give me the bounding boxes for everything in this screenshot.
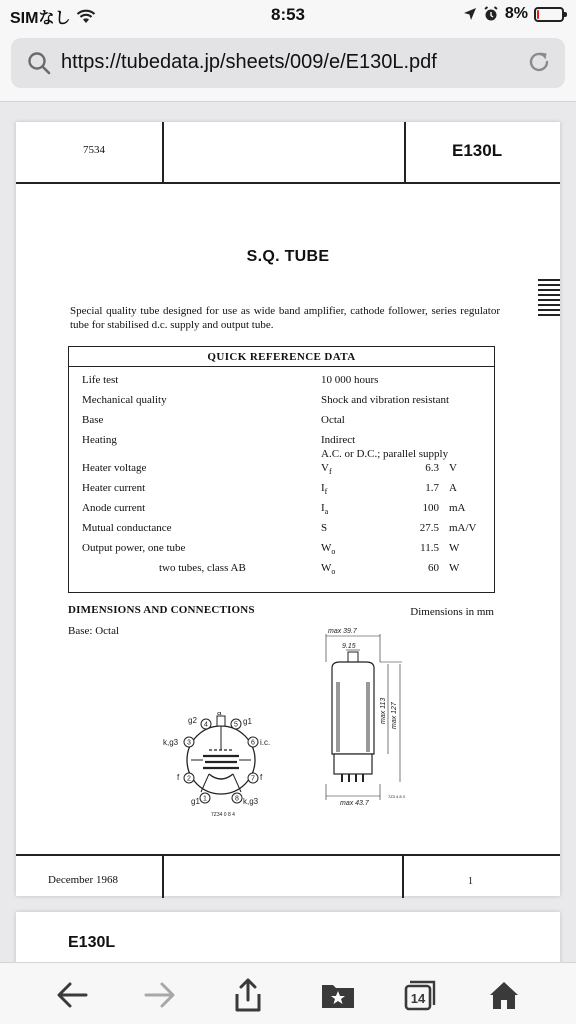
header-divider: [162, 122, 164, 182]
back-button[interactable]: [54, 977, 90, 1013]
row-number: 1.7: [425, 482, 439, 494]
pin-number: 1: [203, 795, 207, 803]
symbol: V: [321, 462, 329, 474]
row-label: Heating: [82, 434, 117, 446]
row-value: Octal: [321, 414, 345, 426]
row-label: Anode current: [82, 502, 146, 514]
row-number: 27.5: [419, 522, 439, 534]
row-symbol: [321, 481, 327, 499]
row-number: 100: [422, 502, 439, 514]
search-icon: [27, 51, 51, 75]
pin-number: 5: [234, 721, 238, 729]
row-label: Output power, one tube: [82, 542, 186, 554]
tube-type: E130L: [452, 141, 503, 160]
row-label: Life test: [82, 374, 119, 386]
base-connection-diagram: [161, 712, 291, 824]
status-right: [463, 5, 564, 23]
table-title: QUICK REFERENCE DATA: [69, 347, 494, 367]
row-value: Shock and vibration resistant: [321, 394, 450, 406]
dimension-label: 9.15: [342, 643, 356, 650]
bookmarks-icon: [321, 981, 355, 1009]
battery-icon: [534, 7, 564, 22]
pin-number: 8: [235, 795, 239, 803]
location-icon: [463, 7, 477, 21]
row-label: Mutual conductance: [82, 522, 172, 534]
symbol: I: [321, 482, 325, 494]
symbol-subscript: a: [324, 507, 329, 517]
footer-divider: [402, 854, 404, 898]
forward-icon: [144, 981, 176, 1009]
row-label: Mechanical quality: [82, 394, 167, 406]
header-divider: [404, 122, 406, 182]
issue-date: December 1968: [48, 874, 118, 886]
bookmarks-button[interactable]: [320, 977, 356, 1013]
pin-label: i.c.: [260, 738, 271, 747]
row-unit: W: [449, 542, 460, 554]
row-unit: W: [449, 562, 460, 574]
pin-number: 7: [251, 775, 255, 783]
pdf-page: [16, 122, 560, 896]
share-button[interactable]: [230, 977, 266, 1013]
address-bar[interactable]: [11, 38, 565, 88]
symbol: S: [321, 522, 328, 534]
footer-rule: [16, 854, 560, 856]
diagram-ref: 7Z34 0 8 4: [211, 812, 235, 818]
dimensions-title: DIMENSIONS AND CONNECTIONS: [68, 604, 255, 616]
tab-count: 14: [410, 991, 426, 1006]
diagram-ref: 7Z3 4 8 3: [388, 794, 405, 799]
row-unit: mA: [449, 502, 466, 514]
page-title: S.Q. TUBE: [246, 248, 330, 265]
row-label: Heater current: [82, 482, 146, 494]
page-number: 1: [468, 876, 473, 887]
pin-number: 4: [204, 721, 208, 729]
page-scroll-indicator[interactable]: [538, 279, 560, 319]
row-unit: V: [449, 462, 457, 474]
pin-number: 3: [187, 739, 191, 747]
page-header: [16, 122, 560, 184]
symbol: W: [321, 562, 332, 574]
pin-label: g1: [191, 797, 200, 806]
row-symbol: [321, 501, 328, 519]
pin-label: a: [217, 712, 222, 717]
row-value: A.C. or D.C.; parallel supply: [321, 448, 449, 460]
status-bar: [0, 0, 576, 30]
row-symbol: [321, 461, 332, 479]
row-unit: mA/V: [449, 522, 477, 534]
dimension-label: max 113: [380, 697, 387, 724]
pin-label: g1: [243, 717, 252, 726]
pin-number: 2: [187, 775, 191, 783]
browser-address-area: [0, 30, 576, 102]
row-symbol: [321, 541, 335, 559]
dimension-label: max 43.7: [340, 800, 369, 807]
sheet-code: 7534: [83, 144, 105, 156]
carrier-label: SIMなし: [10, 10, 71, 27]
dimension-label: max 39.7: [328, 628, 357, 635]
symbol-subscript: o: [331, 567, 336, 577]
symbol: W: [321, 542, 332, 554]
row-value: Indirect: [321, 434, 356, 446]
home-button[interactable]: [486, 977, 522, 1013]
symbol-subscript: f: [328, 467, 332, 477]
reload-icon[interactable]: [527, 50, 551, 74]
row-label: two tubes, class AB: [159, 562, 246, 574]
row-number: 60: [428, 562, 439, 574]
battery-percent: 8%: [504, 5, 528, 22]
row-unit: A: [449, 482, 457, 494]
forward-button[interactable]: [142, 977, 178, 1013]
symbol-subscript: f: [324, 487, 328, 497]
battery-level: [537, 10, 539, 19]
row-number: 11.5: [420, 542, 439, 554]
tube-type: E130L: [68, 934, 116, 951]
pin-number: 6: [251, 739, 255, 747]
alarm-icon: [483, 6, 499, 22]
pin-label: f: [260, 773, 263, 782]
tabs-icon: [403, 979, 437, 1011]
pin-label: k,g3: [163, 738, 179, 747]
pin-label: f: [177, 773, 180, 782]
row-label: Base: [82, 414, 104, 426]
home-icon: [488, 980, 520, 1010]
symbol-subscript: o: [331, 547, 336, 557]
back-icon: [56, 981, 88, 1009]
page-footer: [16, 854, 560, 898]
dimensions-note: Dimensions in mm: [410, 606, 494, 618]
dimension-label: max 127: [391, 702, 398, 729]
base-label: Base: Octal: [68, 625, 120, 637]
row-value: 10 000 hours: [321, 374, 379, 386]
url-text[interactable]: https://tubedata.jp/sheets/009/e/E130L.pdf: [61, 51, 437, 73]
tabs-button[interactable]: [402, 977, 438, 1013]
symbol: I: [321, 502, 325, 514]
row-label: Heater voltage: [82, 462, 147, 474]
row-number: 6.3: [425, 462, 439, 474]
clock: 8:53: [270, 5, 306, 24]
browser-toolbar: [0, 962, 576, 1024]
share-icon: [233, 978, 263, 1012]
quick-reference-table: [68, 346, 495, 593]
pin-label: k,g3: [243, 797, 259, 806]
row-symbol: [321, 561, 335, 579]
row-symbol: [321, 521, 327, 539]
footer-divider: [162, 854, 164, 898]
intro-text: Special quality tube designed for use as wide band amplifier, cathode follower, series regulator tube for stabilised d.c. supply and output tube.: [70, 305, 500, 331]
header-rule: [16, 182, 560, 184]
pin-label: g2: [188, 716, 197, 725]
tube-outline-diagram: [320, 624, 410, 812]
